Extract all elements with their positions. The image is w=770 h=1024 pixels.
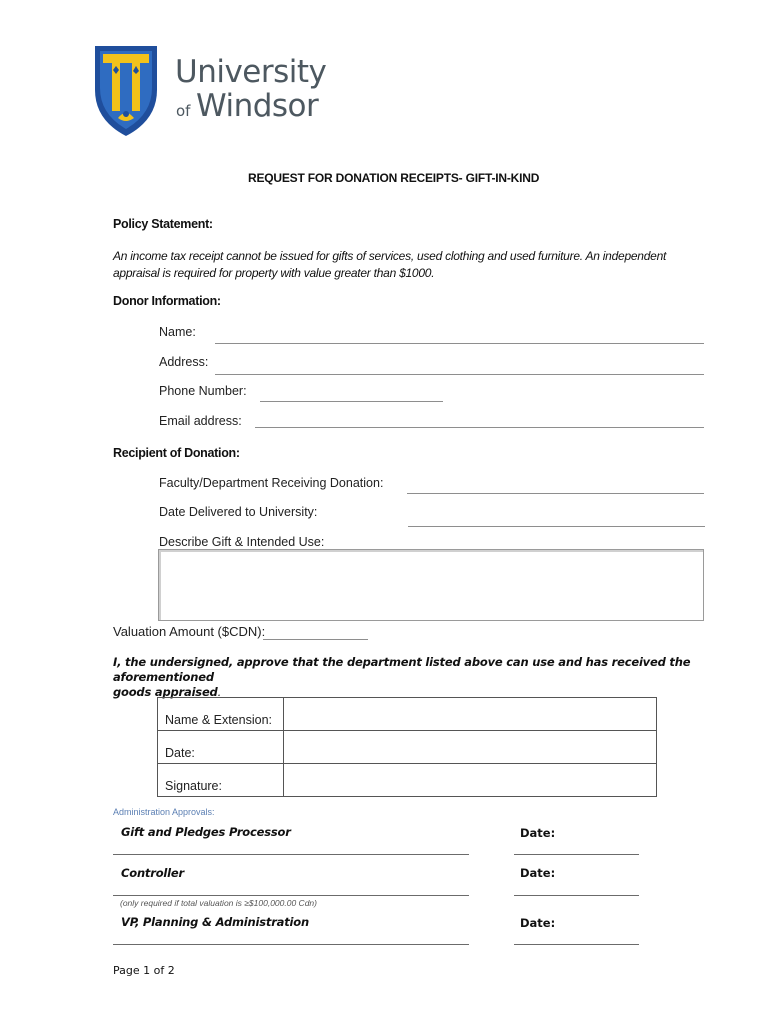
approval-statement-period: . [217, 685, 222, 699]
controller-signature-line[interactable] [113, 895, 469, 896]
valuation-label: Valuation Amount ($CDN): [113, 624, 266, 639]
donor-heading: Donor Information: [113, 294, 221, 308]
signature-label: Signature: [158, 764, 284, 797]
approval-date-label: Date: [158, 731, 284, 764]
recipient-heading: Recipient of Donation: [113, 446, 240, 460]
approval-statement-text-2: goods appraised [113, 685, 218, 699]
controller-date-line[interactable] [514, 895, 639, 896]
gift-processor-label: Gift and Pledges Processor [121, 825, 291, 839]
signature-field[interactable] [284, 764, 657, 797]
approval-statement [113, 655, 703, 700]
date-delivered-field[interactable] [408, 526, 705, 527]
university-shield-icon [92, 40, 160, 138]
address-field[interactable] [215, 374, 704, 375]
email-label: Email address: [159, 414, 242, 428]
university-logo [92, 40, 342, 140]
approval-table [157, 697, 657, 797]
logo-word-of: of [176, 102, 191, 120]
form-title: REQUEST FOR DONATION RECEIPTS- GIFT-IN-KIND [248, 171, 540, 185]
faculty-label: Faculty/Department Receiving Donation: [159, 476, 384, 490]
phone-field[interactable] [260, 401, 443, 402]
approval-statement-line-1: I, the undersigned, approve that the department listed above can use and has received the aforementioned [113, 655, 691, 684]
vp-signature-line[interactable] [113, 944, 469, 945]
logo-word-university: University [175, 54, 327, 90]
vp-date-line[interactable] [514, 944, 639, 945]
admin-approvals-heading: Administration Approvals: [113, 807, 215, 817]
logo-word-windsor: Windsor [196, 88, 319, 124]
policy-text-line-2: appraisal is required for property with value greater than $1000. [113, 266, 435, 280]
table-row [158, 731, 657, 764]
page-number: Page 1 of 2 [113, 964, 175, 977]
email-field[interactable] [255, 427, 704, 428]
approval-date-field[interactable] [284, 731, 657, 764]
valuation-field[interactable] [263, 639, 368, 640]
faculty-field[interactable] [407, 493, 704, 494]
name-extension-field[interactable] [284, 698, 657, 731]
gift-processor-date-label: Date: [520, 826, 556, 840]
controller-date-label: Date: [520, 866, 556, 880]
date-delivered-label: Date Delivered to University: [159, 505, 318, 519]
address-label: Address: [159, 355, 209, 369]
policy-text-line-1: An income tax receipt cannot be issued for gifts of services, used clothing and used furniture. An independent [113, 249, 667, 263]
controller-label: Controller [121, 866, 184, 880]
describe-gift-textarea[interactable] [158, 549, 704, 621]
vp-label: VP, Planning & Administration [121, 915, 309, 929]
gift-processor-signature-line[interactable] [113, 854, 469, 855]
gift-processor-date-line[interactable] [514, 854, 639, 855]
describe-label: Describe Gift & Intended Use: [159, 535, 325, 549]
name-label: Name: [159, 325, 196, 339]
controller-note: (only required if total valuation is ≥$100,000.00 Cdn) [120, 898, 317, 908]
vp-date-label: Date: [520, 916, 556, 930]
table-row [158, 764, 657, 797]
policy-heading: Policy Statement: [113, 217, 213, 231]
phone-label: Phone Number: [159, 384, 247, 398]
table-row [158, 698, 657, 731]
policy-text [113, 248, 713, 282]
name-field[interactable] [215, 343, 704, 344]
name-extension-label: Name & Extension: [158, 698, 284, 731]
